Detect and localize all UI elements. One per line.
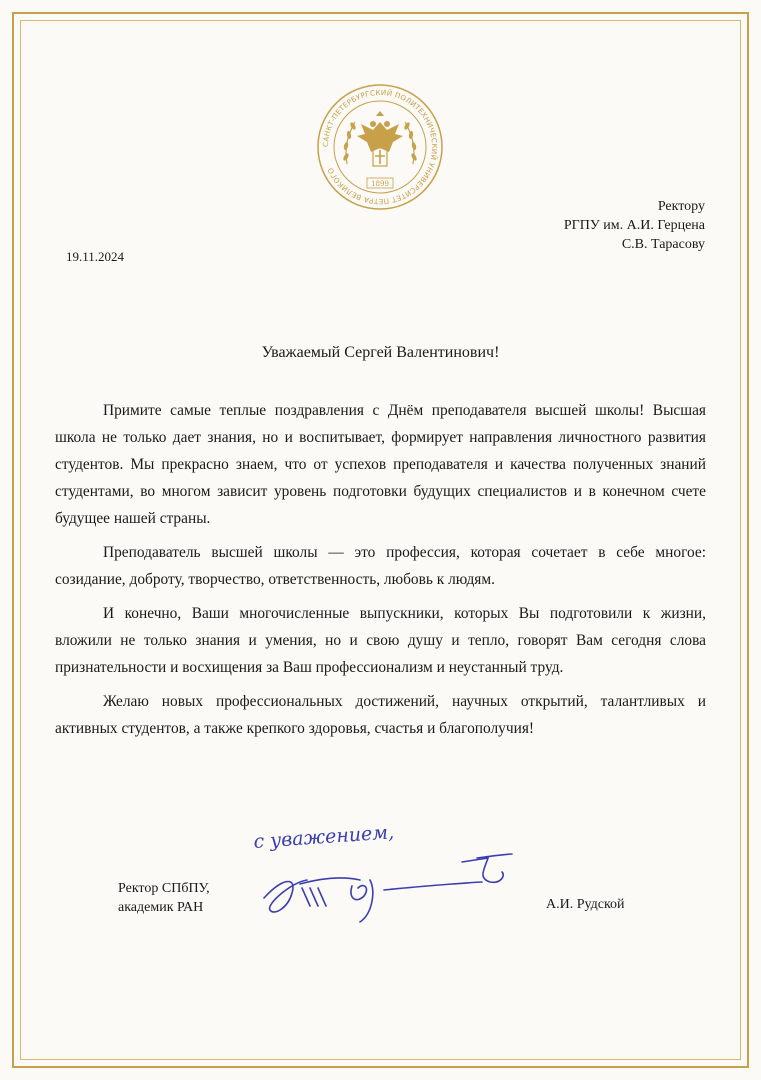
signatory-position-line: академик РАН bbox=[118, 900, 204, 915]
svg-text:с уважением,: с уважением, bbox=[252, 821, 395, 853]
signatory-position bbox=[118, 879, 210, 917]
svg-text:САНКТ-ПЕТЕРБУРГСКИЙ ПОЛИТЕХНИЧ: САНКТ-ПЕТЕРБУРГСКИЙ ПОЛИТЕХНИЧЕСКИЙ УНИВЕРСИТЕТ ПЕТРА ВЕЛИКОГО bbox=[320, 87, 440, 207]
body-paragraph: Желаю новых профессиональных достижений, научных открытий, талантливых и активных студентов, а также крепкого здоровья, счастья и благополучия! bbox=[55, 693, 706, 737]
body-paragraph: Примите самые теплые поздравления с Днём преподавателя высшей школы! Высшая школа не только дает знания, но и воспитывает, формирует направления личностного развития студентов. Мы прекрасно знаем, что от успехов преподавателя и качества полученных знаний студентами, во многом зависит уровень подготовки будущих специалистов и в конечном счете будущее нашей страны. bbox=[55, 402, 706, 527]
body-paragraph: Преподаватель высшей школы — это профессия, которая сочетает в себе многое: созидание, доброту, творчество, ответственность, любовь к людям. bbox=[55, 544, 706, 588]
body-paragraph: И конечно, Ваши многочисленные выпускники, которых Вы подготовили к жизни, вложили не только знания и умения, но и свою душу и тепло, говорят Вам сегодня слова признательности и восхищения за Ваш профессионализм и неустанный труд. bbox=[55, 605, 706, 676]
svg-text:1899: 1899 bbox=[371, 180, 389, 188]
signatory-name: А.И. Рудской bbox=[546, 897, 625, 912]
handwritten-signature bbox=[252, 818, 522, 928]
greeting-heading: Уважаемый Сергей Валентинович! bbox=[261, 344, 500, 361]
signatory-position-line: Ректор СПбПУ, bbox=[118, 881, 210, 896]
addressee-line: РГПУ им. А.И. Герцена bbox=[563, 218, 705, 233]
letter-date: 19.11.2024 bbox=[66, 249, 125, 264]
university-seal-logo bbox=[315, 82, 445, 212]
letter-body bbox=[55, 397, 706, 749]
addressee-block bbox=[564, 197, 705, 254]
addressee-line: С.В. Тарасову bbox=[621, 237, 705, 252]
addressee-line: Ректору bbox=[657, 199, 705, 214]
